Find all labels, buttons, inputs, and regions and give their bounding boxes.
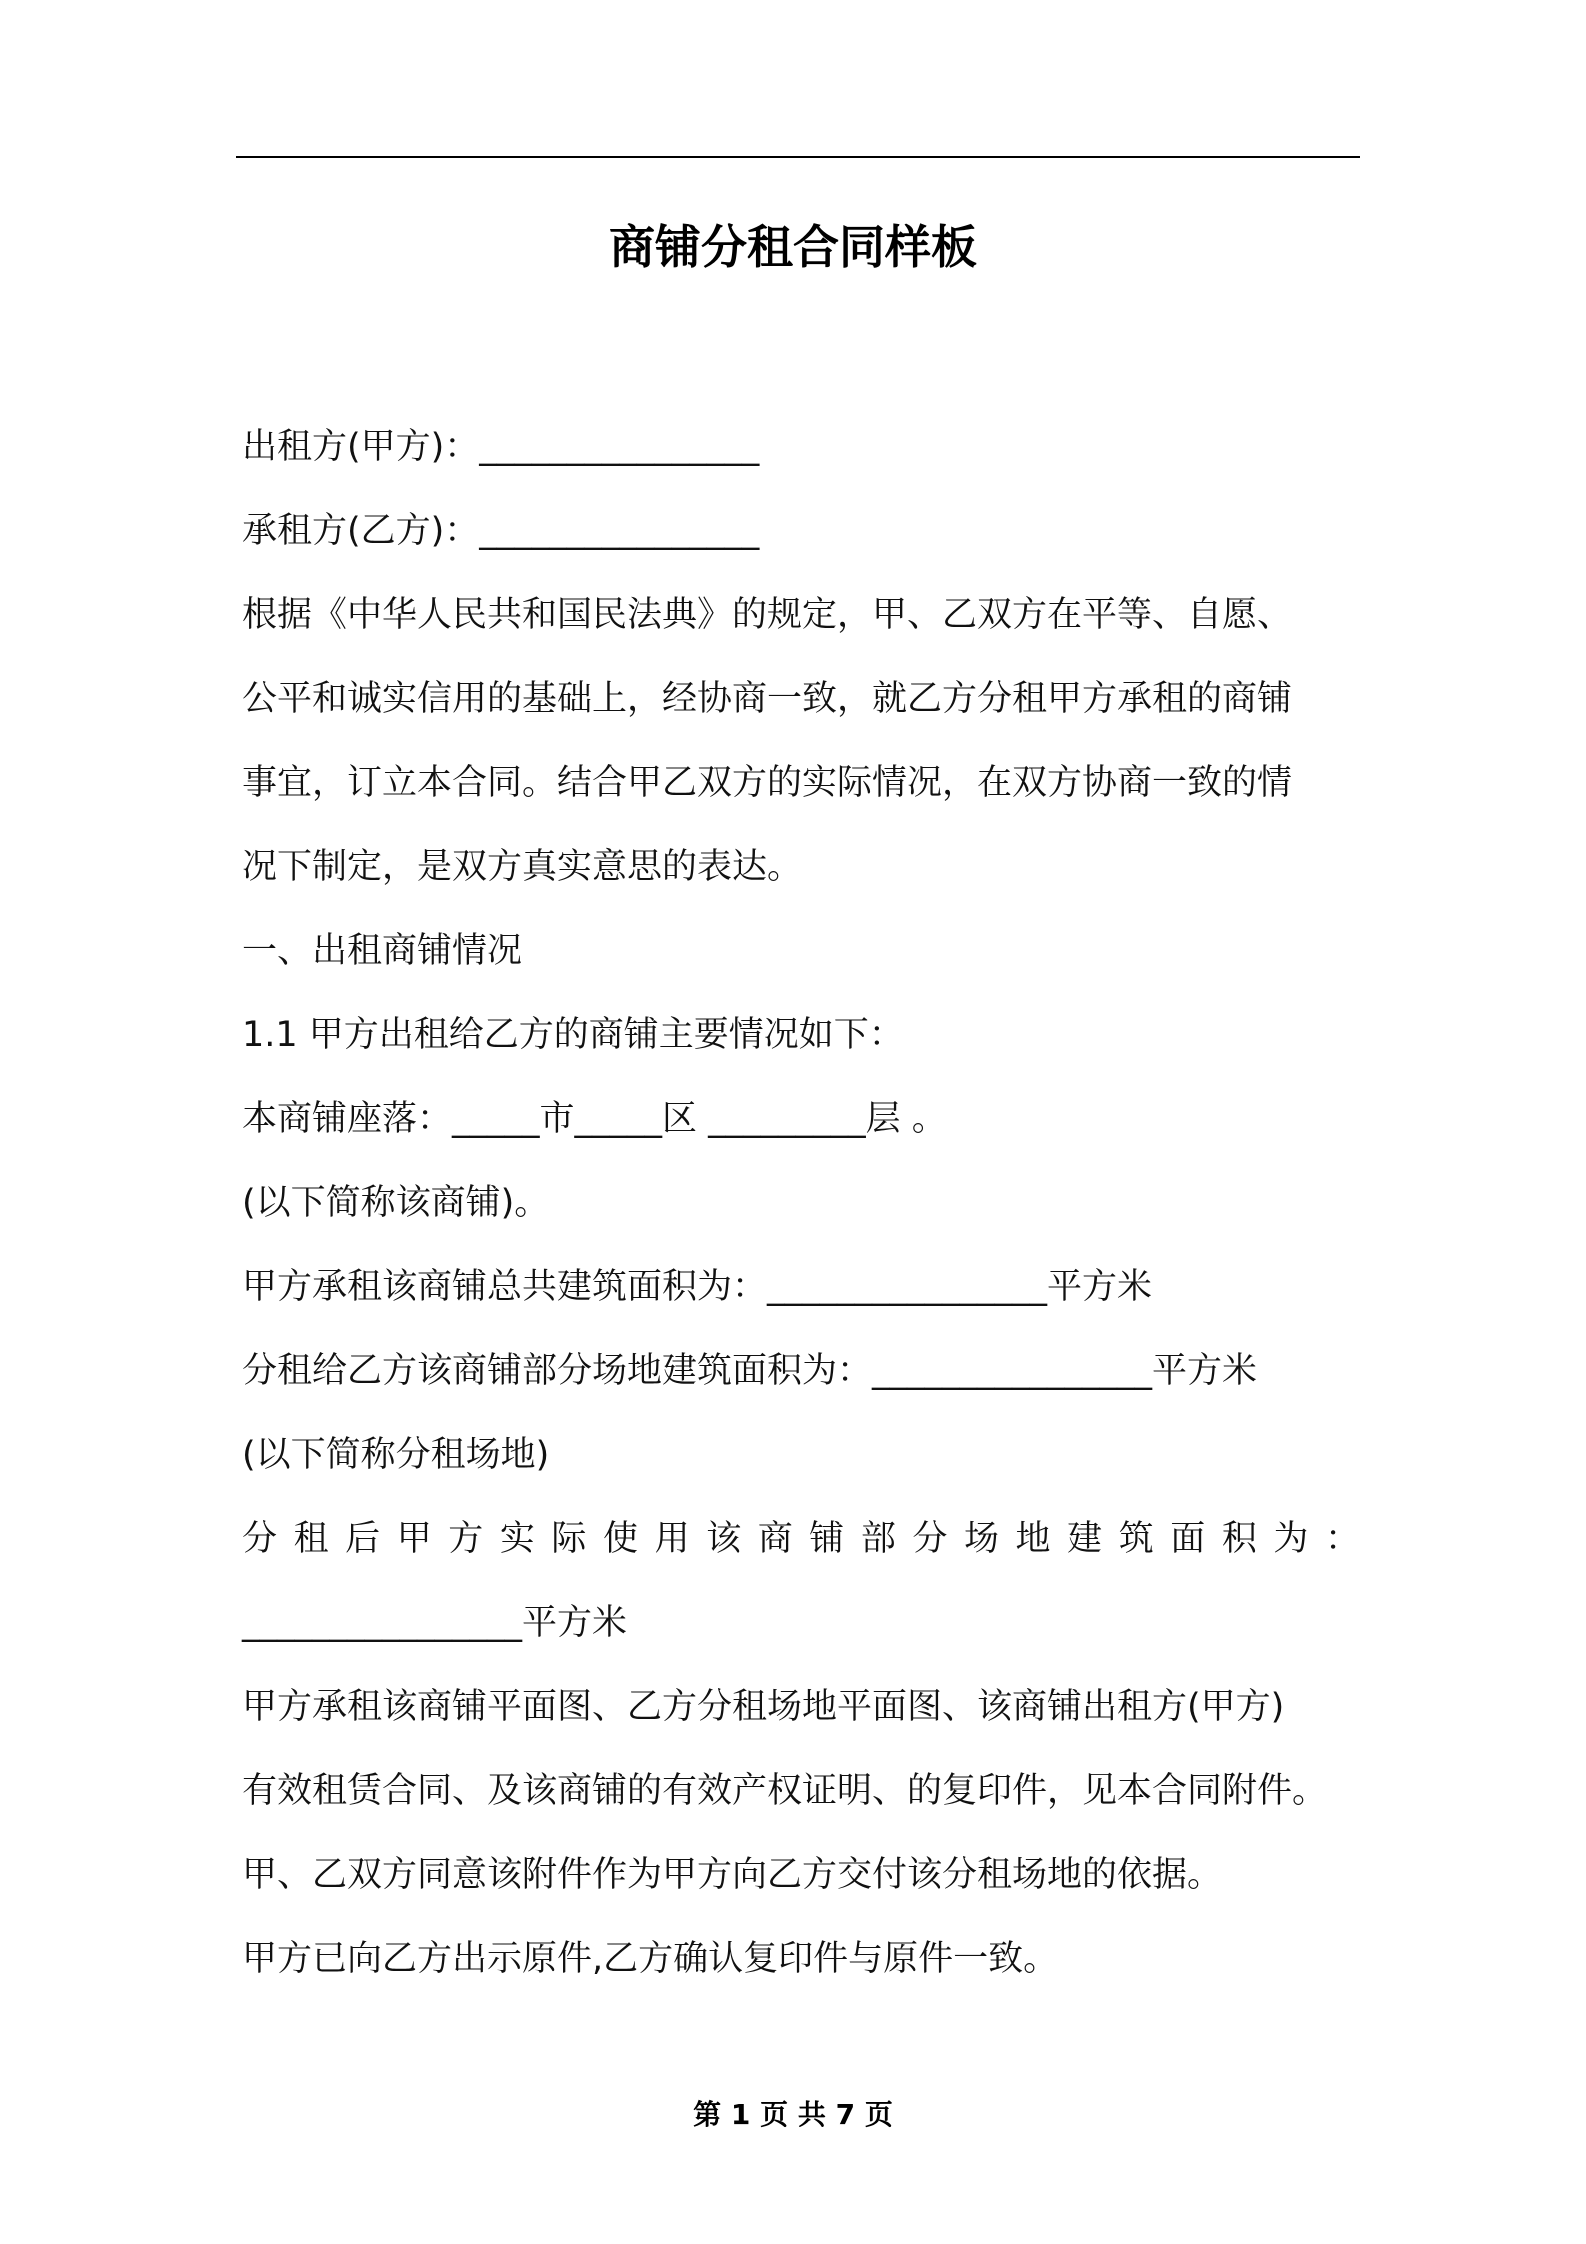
section-heading: 一、出租商铺情况 <box>242 931 523 971</box>
remaining-area-value-line: ________________平方米 <box>242 1603 628 1643</box>
clause-1-1: 1.1 甲方出租给乙方的商铺主要情况如下： <box>242 1015 904 1055</box>
total-area-line: 甲方承租该商铺总共建筑面积为：________________平方米 <box>242 1267 1153 1307</box>
lessor-line: 出租方(甲方)：________________ <box>242 427 760 467</box>
shop-alias-line: (以下简称该商铺)。 <box>242 1183 550 1223</box>
shop-location-line: 本商铺座落：_____市_____区 _________层 。 <box>242 1099 947 1139</box>
document-title: 商铺分租合同样板 <box>609 220 977 274</box>
attachment-line-2: 有效租赁合同、及该商铺的有效产权证明、的复印件，见本合同附件。 <box>242 1771 1328 1811</box>
attachment-line-4: 甲方已向乙方出示原件,乙方确认复印件与原件一致。 <box>242 1939 1059 1979</box>
sublet-alias-line: (以下简称分租场地) <box>242 1435 550 1475</box>
sublet-area-line: 分租给乙方该商铺部分场地建筑面积为：________________平方米 <box>242 1351 1258 1391</box>
preamble-line-3: 事宜，订立本合同。结合甲乙双方的实际情况，在双方协商一致的情 <box>242 763 1293 803</box>
page-number: 第 1 页 共 7 页 <box>693 2098 893 2131</box>
lessee-line: 承租方(乙方)：________________ <box>242 511 760 551</box>
header-rule <box>236 156 1360 158</box>
attachment-line-1: 甲方承租该商铺平面图、乙方分租场地平面图、该商铺出租方(甲方) <box>242 1687 1285 1727</box>
preamble-line-1: 根据《中华人民共和国民法典》的规定，甲、乙双方在平等、自愿、 <box>242 595 1293 635</box>
preamble-line-2: 公平和诚实信用的基础上，经协商一致，就乙方分租甲方承租的商铺 <box>242 679 1293 719</box>
document-body <box>242 405 1360 2001</box>
remaining-area-line: 分租后甲方实际使用该商铺部分场地建筑面积为： <box>242 1519 1360 1559</box>
preamble-line-4: 况下制定，是双方真实意思的表达。 <box>242 847 803 887</box>
attachment-line-3: 甲、乙双方同意该附件作为甲方向乙方交付该分租场地的依据。 <box>242 1855 1223 1895</box>
